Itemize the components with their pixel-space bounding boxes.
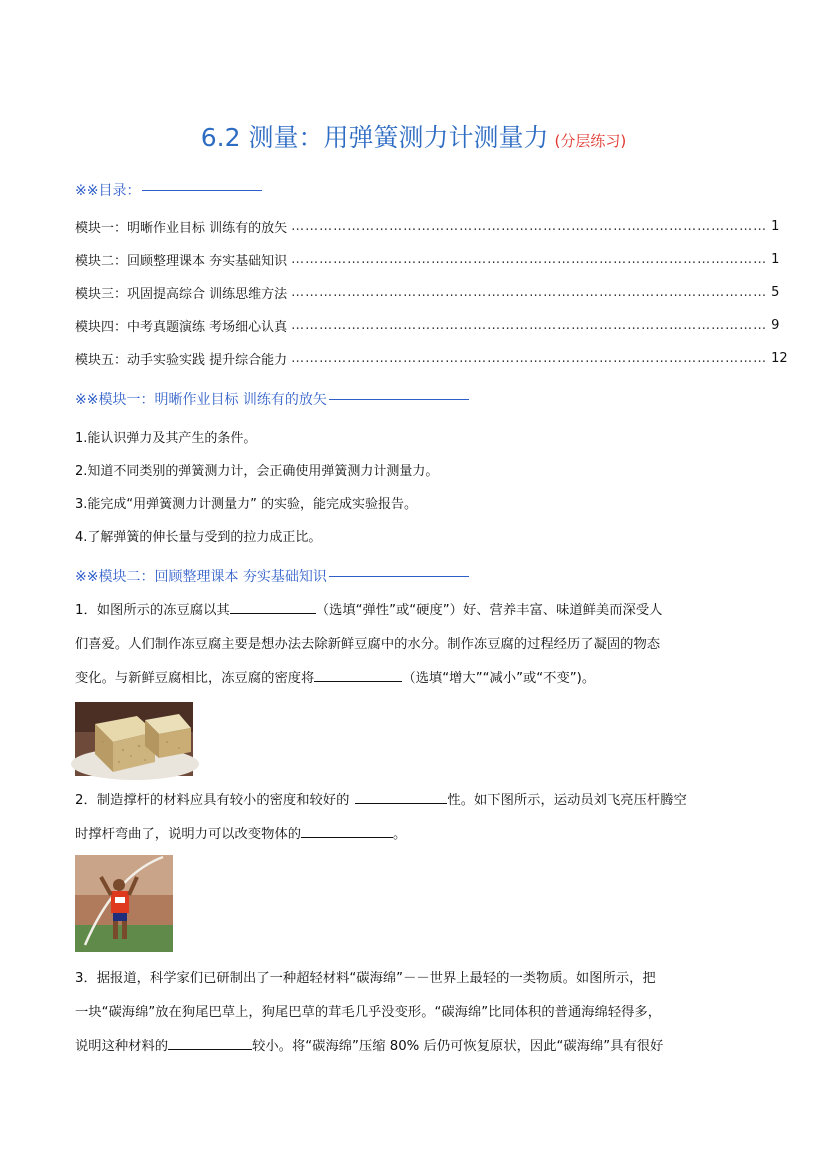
q3-line-1: 3．据报道，科学家们已研制出了一种超轻材料“碳海绵”－－世界上最轻的一类物质。如图所示，把 bbox=[75, 971, 656, 986]
objective-item: 1.能认识弹力及其产生的条件。 bbox=[75, 431, 257, 446]
q2-blank-1[interactable] bbox=[355, 787, 447, 804]
toc-item[interactable] bbox=[75, 315, 780, 335]
toc-heading-text: ※※目录： bbox=[75, 183, 141, 199]
q2-text-c: 时撑杆弯曲了，说明力可以改变物体的 bbox=[75, 827, 302, 842]
toc-item-label: 模块二：回顾整理课本 夯实基础知识 bbox=[75, 253, 288, 269]
q2-text-d: 。 bbox=[393, 827, 407, 842]
title-subtitle: (分层练习) bbox=[554, 132, 627, 150]
toc-heading-rule bbox=[142, 190, 262, 191]
objective-item: 3.能完成“用弹簧测力计测量力” 的实验，能完成实验报告。 bbox=[75, 497, 418, 512]
toc-leader-dots: ………………………………………………………………………………………… bbox=[291, 284, 768, 300]
q1-text-c: 变化。与新鲜豆腐相比，冻豆腐的密度将 bbox=[75, 671, 315, 686]
module1-heading-text: ※※模块一：明晰作业目标 训练有的放矢 bbox=[75, 392, 327, 408]
toc-leader-dots: ………………………………………………………………………………………… bbox=[291, 350, 768, 366]
q1-blank-2[interactable] bbox=[314, 665, 402, 682]
q1-blank-1[interactable] bbox=[230, 597, 316, 614]
toc-item-page: 1 bbox=[771, 218, 780, 234]
q1-text-b: （选填“弹性”或“硬度”）好、营养丰富、味道鲜美而深受人 bbox=[315, 603, 663, 618]
toc-item-page: 1 bbox=[771, 251, 780, 267]
toc-item-label: 模块一：明晰作业目标 训练有的放矢 bbox=[75, 220, 288, 236]
q1-text-a: 1．如图所示的冻豆腐以其 bbox=[75, 603, 230, 618]
question-3 bbox=[75, 962, 755, 1064]
module1-heading bbox=[75, 389, 469, 409]
q2-text-a: 2．制造撑杆的材料应具有较小的密度和较好的 bbox=[75, 793, 350, 808]
q2-blank-2[interactable] bbox=[301, 821, 393, 838]
toc-item-page: 9 bbox=[771, 317, 780, 333]
pole-vault-image bbox=[75, 855, 173, 952]
toc-item-label: 模块五：动手实验实践 提升综合能力 bbox=[75, 352, 288, 368]
q3-line-2: 一块“碳海绵”放在狗尾巴草上，狗尾巴草的茸毛几乎没变形。“碳海绵”比同体积的普通海绵轻得多， bbox=[75, 1005, 662, 1020]
toc-item[interactable] bbox=[75, 216, 780, 236]
objective-item: 2.知道不同类别的弹簧测力计，会正确使用弹簧测力计测量力。 bbox=[75, 464, 439, 479]
q2-text-b: 性。如下图所示，运动员刘飞亮压杆腾空 bbox=[447, 793, 687, 808]
q3-text-a: 说明这种材料的 bbox=[75, 1039, 169, 1054]
title-main: 6.2 测量：用弹簧测力计测量力 bbox=[200, 123, 549, 152]
module2-heading-rule bbox=[329, 576, 469, 577]
module2-heading bbox=[75, 566, 469, 586]
toc-heading bbox=[75, 180, 262, 200]
toc-leader-dots: ………………………………………………………………………………………… bbox=[291, 317, 768, 333]
toc-item[interactable] bbox=[75, 249, 780, 269]
toc-item[interactable] bbox=[75, 348, 788, 368]
toc-item-label: 模块三：巩固提高综合 训练思维方法 bbox=[75, 286, 288, 302]
question-1 bbox=[75, 594, 755, 696]
q3-blank-1[interactable] bbox=[168, 1033, 252, 1050]
toc-item-page: 12 bbox=[771, 350, 788, 366]
objective-item: 4.了解弹簧的伸长量与受到的拉力成正比。 bbox=[75, 530, 322, 545]
module1-heading-rule bbox=[329, 399, 469, 400]
toc-leader-dots: ………………………………………………………………………………………… bbox=[291, 218, 768, 234]
toc-item-page: 5 bbox=[771, 284, 780, 300]
module2-heading-text: ※※模块二：回顾整理课本 夯实基础知识 bbox=[75, 569, 327, 585]
document-title bbox=[0, 118, 827, 154]
toc-item[interactable] bbox=[75, 282, 780, 302]
q1-line-2: 们喜爱。人们制作冻豆腐主要是想办法去除新鲜豆腐中的水分。制作冻豆腐的过程经历了凝固的物态 bbox=[75, 637, 661, 652]
question-2 bbox=[75, 784, 755, 852]
q3-text-b: 较小。将“碳海绵”压缩 80% 后仍可恢复原状，因此“碳海绵”具有很好 bbox=[252, 1039, 664, 1054]
toc-item-label: 模块四：中考真题演练 考场细心认真 bbox=[75, 319, 288, 335]
toc-leader-dots: ………………………………………………………………………………………… bbox=[291, 251, 768, 267]
q1-text-d: （选填“增大”“减小”或“不变”)。 bbox=[402, 671, 596, 686]
frozen-tofu-image bbox=[75, 702, 193, 776]
